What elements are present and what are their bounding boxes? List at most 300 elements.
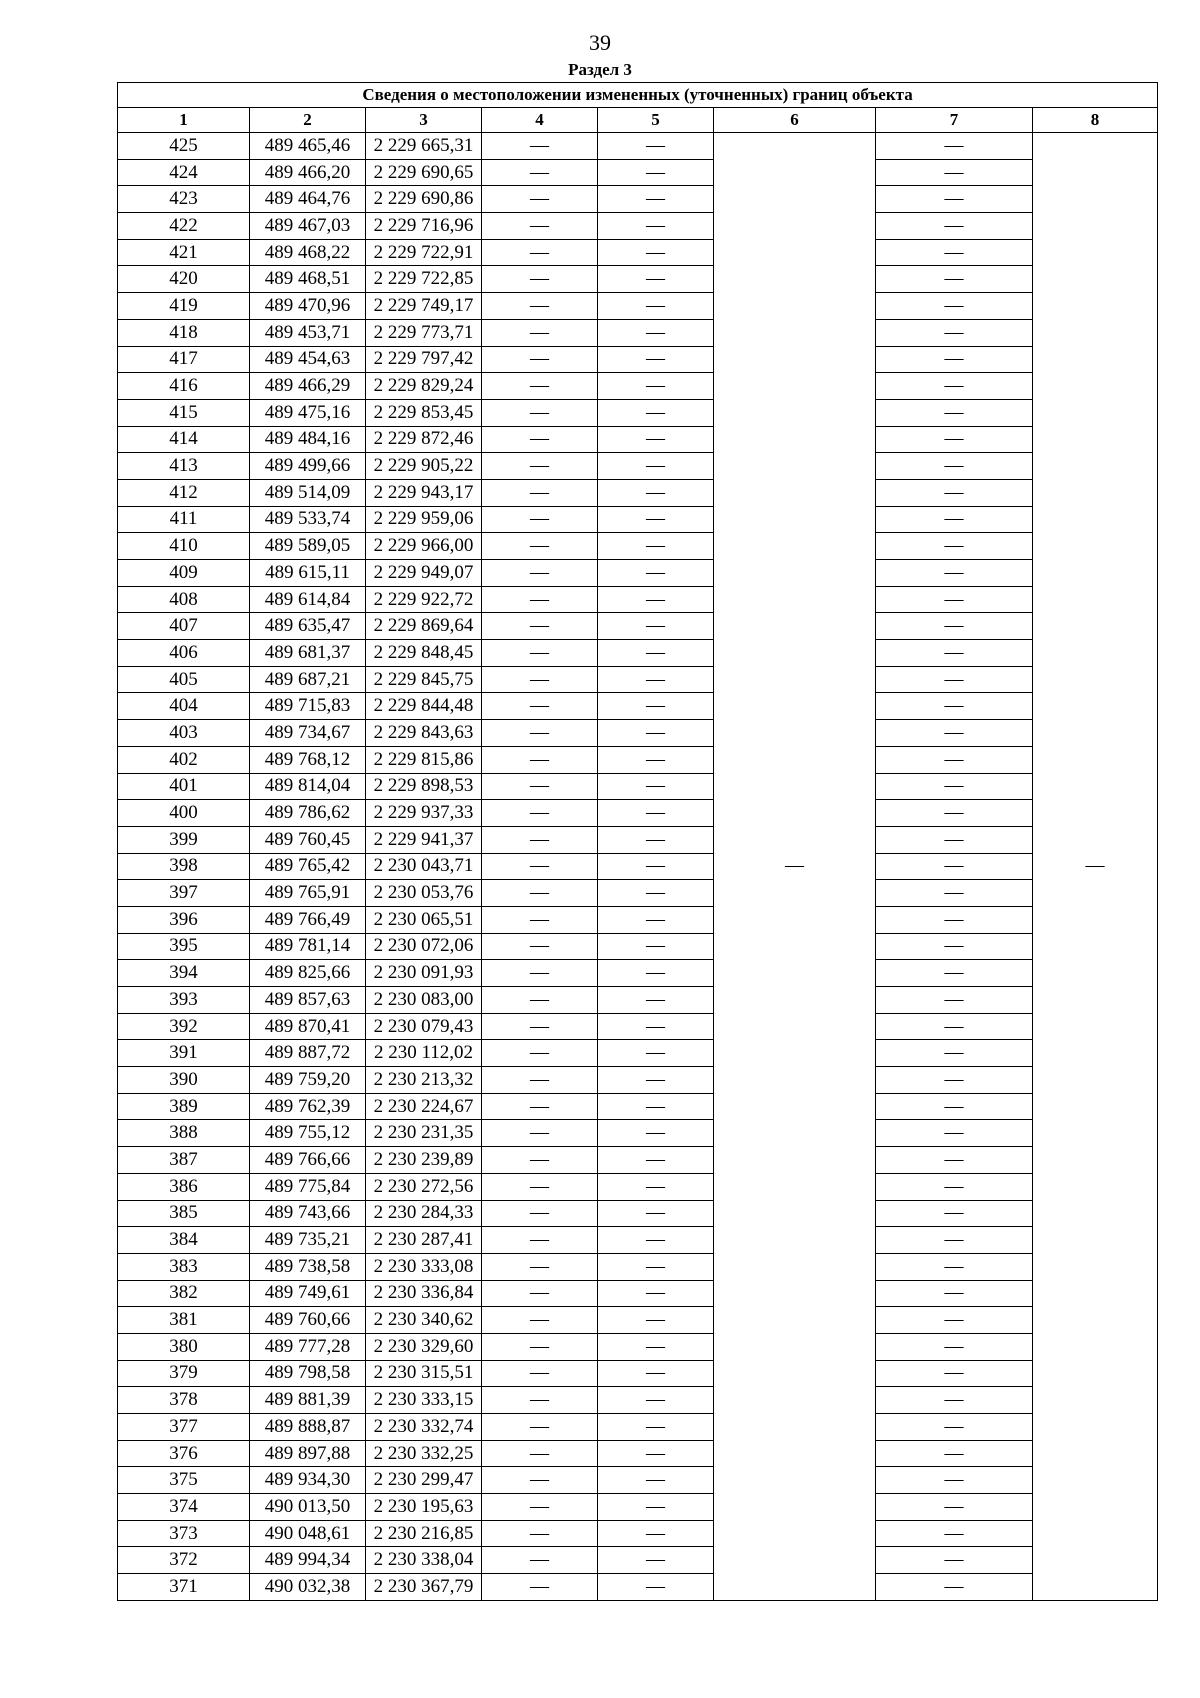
table-row (118, 213, 1158, 240)
column-4-cell: — (482, 826, 598, 853)
column-4-cell: — (482, 399, 598, 426)
table-row (118, 1227, 1158, 1254)
point-number-cell: 425 (118, 133, 250, 160)
point-number-cell: 400 (118, 800, 250, 827)
x-coordinate-cell: 489 825,66 (250, 960, 366, 987)
table-row (118, 186, 1158, 213)
column-5-cell: — (598, 213, 714, 240)
table-row (118, 373, 1158, 400)
point-number-cell: 382 (118, 1280, 250, 1307)
x-coordinate-cell: 490 013,50 (250, 1494, 366, 1521)
x-coordinate-cell: 489 635,47 (250, 613, 366, 640)
column-4-cell: — (482, 1520, 598, 1547)
column-7-cell: — (876, 533, 1033, 560)
column-7-cell: — (876, 613, 1033, 640)
x-coordinate-cell: 489 798,58 (250, 1360, 366, 1387)
table-row (118, 826, 1158, 853)
column-4-cell: — (482, 933, 598, 960)
table-row (118, 773, 1158, 800)
y-coordinate-cell: 2 230 079,43 (366, 1013, 482, 1040)
x-coordinate-cell: 489 765,91 (250, 880, 366, 907)
column-7-cell: — (876, 720, 1033, 747)
y-coordinate-cell: 2 229 773,71 (366, 319, 482, 346)
y-coordinate-cell: 2 229 690,65 (366, 159, 482, 186)
x-coordinate-cell: 489 881,39 (250, 1387, 366, 1414)
column-4-cell: — (482, 346, 598, 373)
x-coordinate-cell: 489 738,58 (250, 1253, 366, 1280)
table-row (118, 1040, 1158, 1067)
table-row (118, 1494, 1158, 1521)
column-4-cell: — (482, 453, 598, 480)
column-5-cell: — (598, 1200, 714, 1227)
column-4-cell: — (482, 853, 598, 880)
column-7-cell: — (876, 1280, 1033, 1307)
column-5-cell: — (598, 506, 714, 533)
column-7-cell: — (876, 1093, 1033, 1120)
y-coordinate-cell: 2 229 937,33 (366, 800, 482, 827)
column-5-cell: — (598, 853, 714, 880)
column-7-cell: — (876, 319, 1033, 346)
column-5-cell: — (598, 1440, 714, 1467)
column-5-cell: — (598, 133, 714, 160)
column-4-cell: — (482, 1280, 598, 1307)
point-number-cell: 419 (118, 293, 250, 320)
y-coordinate-cell: 2 229 959,06 (366, 506, 482, 533)
column-7-cell: — (876, 266, 1033, 293)
column-7-cell: — (876, 293, 1033, 320)
column-4-cell: — (482, 479, 598, 506)
column-5-cell: — (598, 1120, 714, 1147)
point-number-cell: 391 (118, 1040, 250, 1067)
table-row (118, 1467, 1158, 1494)
y-coordinate-cell: 2 230 043,71 (366, 853, 482, 880)
column-7-cell: — (876, 746, 1033, 773)
column-5-cell: — (598, 319, 714, 346)
y-coordinate-cell: 2 230 287,41 (366, 1227, 482, 1254)
column-4-cell: — (482, 773, 598, 800)
table-row (118, 533, 1158, 560)
column-4-cell: — (482, 1360, 598, 1387)
column-7-cell: — (876, 1494, 1033, 1521)
column-5-cell: — (598, 426, 714, 453)
point-number-cell: 377 (118, 1414, 250, 1441)
column-7-cell: — (876, 1013, 1033, 1040)
column-7-cell: — (876, 933, 1033, 960)
x-coordinate-cell: 489 760,45 (250, 826, 366, 853)
table-row (118, 1440, 1158, 1467)
point-number-cell: 418 (118, 319, 250, 346)
x-coordinate-cell: 489 499,66 (250, 453, 366, 480)
x-coordinate-cell: 489 994,34 (250, 1547, 366, 1574)
column-number-row (118, 108, 1158, 133)
table-row (118, 319, 1158, 346)
column-4-cell: — (482, 666, 598, 693)
x-coordinate-cell: 489 777,28 (250, 1333, 366, 1360)
table-row (118, 1173, 1158, 1200)
y-coordinate-cell: 2 230 091,93 (366, 960, 482, 987)
column-7-cell: — (876, 666, 1033, 693)
column-5-cell: — (598, 720, 714, 747)
column-7-cell: — (876, 1147, 1033, 1174)
point-number-cell: 405 (118, 666, 250, 693)
column-5-cell: — (598, 746, 714, 773)
table-row (118, 239, 1158, 266)
column-5-cell: — (598, 960, 714, 987)
column-4-cell: — (482, 1547, 598, 1574)
column-7-cell: — (876, 906, 1033, 933)
table-row (118, 346, 1158, 373)
point-number-cell: 413 (118, 453, 250, 480)
point-number-cell: 383 (118, 1253, 250, 1280)
x-coordinate-cell: 489 759,20 (250, 1067, 366, 1094)
y-coordinate-cell: 2 229 815,86 (366, 746, 482, 773)
y-coordinate-cell: 2 229 966,00 (366, 533, 482, 560)
column-7-cell: — (876, 1120, 1033, 1147)
column-5-cell: — (598, 1387, 714, 1414)
y-coordinate-cell: 2 229 829,24 (366, 373, 482, 400)
table-row (118, 506, 1158, 533)
column-4-cell: — (482, 960, 598, 987)
column-7-cell: — (876, 960, 1033, 987)
column-6-merged-cell: — (714, 133, 876, 1601)
y-coordinate-cell: 2 229 843,63 (366, 720, 482, 747)
column-4-cell: — (482, 426, 598, 453)
column-number: 2 (250, 108, 366, 133)
x-coordinate-cell: 489 857,63 (250, 987, 366, 1014)
column-number: 6 (714, 108, 876, 133)
point-number-cell: 409 (118, 560, 250, 587)
y-coordinate-cell: 2 229 943,17 (366, 479, 482, 506)
column-7-cell: — (876, 1520, 1033, 1547)
table-row (118, 560, 1158, 587)
column-5-cell: — (598, 533, 714, 560)
column-4-cell: — (482, 1440, 598, 1467)
x-coordinate-cell: 489 514,09 (250, 479, 366, 506)
column-5-cell: — (598, 773, 714, 800)
y-coordinate-cell: 2 230 213,32 (366, 1067, 482, 1094)
column-7-cell: — (876, 133, 1033, 160)
y-coordinate-cell: 2 229 905,22 (366, 453, 482, 480)
column-7-cell: — (876, 239, 1033, 266)
x-coordinate-cell: 489 775,84 (250, 1173, 366, 1200)
x-coordinate-cell: 489 749,61 (250, 1280, 366, 1307)
table-row (118, 613, 1158, 640)
column-7-cell: — (876, 186, 1033, 213)
column-5-cell: — (598, 1093, 714, 1120)
column-number: 8 (1033, 108, 1158, 133)
y-coordinate-cell: 2 230 072,06 (366, 933, 482, 960)
column-4-cell: — (482, 133, 598, 160)
column-5-cell: — (598, 1520, 714, 1547)
column-4-cell: — (482, 1120, 598, 1147)
y-coordinate-cell: 2 229 898,53 (366, 773, 482, 800)
column-7-cell: — (876, 1227, 1033, 1254)
point-number-cell: 404 (118, 693, 250, 720)
point-number-cell: 407 (118, 613, 250, 640)
point-number-cell: 398 (118, 853, 250, 880)
point-number-cell: 410 (118, 533, 250, 560)
column-7-cell: — (876, 426, 1033, 453)
column-4-cell: — (482, 746, 598, 773)
column-4-cell: — (482, 239, 598, 266)
table-row (118, 479, 1158, 506)
y-coordinate-cell: 2 229 845,75 (366, 666, 482, 693)
column-4-cell: — (482, 1093, 598, 1120)
column-4-cell: — (482, 906, 598, 933)
point-number-cell: 399 (118, 826, 250, 853)
column-8-merged-cell: — (1033, 133, 1158, 1601)
y-coordinate-cell: 2 229 722,85 (366, 266, 482, 293)
column-4-cell: — (482, 506, 598, 533)
x-coordinate-cell: 489 870,41 (250, 1013, 366, 1040)
table-row (118, 1280, 1158, 1307)
column-7-cell: — (876, 560, 1033, 587)
y-coordinate-cell: 2 230 332,25 (366, 1440, 482, 1467)
x-coordinate-cell: 489 765,42 (250, 853, 366, 880)
x-coordinate-cell: 489 465,46 (250, 133, 366, 160)
y-coordinate-cell: 2 230 216,85 (366, 1520, 482, 1547)
column-7-cell: — (876, 1414, 1033, 1441)
y-coordinate-cell: 2 230 333,08 (366, 1253, 482, 1280)
x-coordinate-cell: 489 897,88 (250, 1440, 366, 1467)
point-number-cell: 376 (118, 1440, 250, 1467)
x-coordinate-cell: 489 464,76 (250, 186, 366, 213)
column-7-cell: — (876, 1333, 1033, 1360)
column-5-cell: — (598, 693, 714, 720)
column-5-cell: — (598, 613, 714, 640)
x-coordinate-cell: 489 887,72 (250, 1040, 366, 1067)
x-coordinate-cell: 489 786,62 (250, 800, 366, 827)
y-coordinate-cell: 2 229 844,48 (366, 693, 482, 720)
table-row (118, 1013, 1158, 1040)
point-number-cell: 374 (118, 1494, 250, 1521)
column-number: 3 (366, 108, 482, 133)
column-7-cell: — (876, 1440, 1033, 1467)
column-7-cell: — (876, 987, 1033, 1014)
column-4-cell: — (482, 1067, 598, 1094)
table-row (118, 1520, 1158, 1547)
column-7-cell: — (876, 1307, 1033, 1334)
point-number-cell: 406 (118, 640, 250, 667)
x-coordinate-cell: 490 032,38 (250, 1574, 366, 1601)
table-row (118, 266, 1158, 293)
table-row (118, 746, 1158, 773)
point-number-cell: 378 (118, 1387, 250, 1414)
column-5-cell: — (598, 239, 714, 266)
y-coordinate-cell: 2 229 665,31 (366, 133, 482, 160)
table-row (118, 133, 1158, 160)
x-coordinate-cell: 489 687,21 (250, 666, 366, 693)
column-5-cell: — (598, 293, 714, 320)
column-5-cell: — (598, 880, 714, 907)
column-7-cell: — (876, 1547, 1033, 1574)
y-coordinate-cell: 2 230 336,84 (366, 1280, 482, 1307)
x-coordinate-cell: 489 614,84 (250, 586, 366, 613)
table-row (118, 853, 1158, 880)
table-row (118, 293, 1158, 320)
x-coordinate-cell: 489 743,66 (250, 1200, 366, 1227)
column-5-cell: — (598, 906, 714, 933)
point-number-cell: 397 (118, 880, 250, 907)
column-4-cell: — (482, 1414, 598, 1441)
column-4-cell: — (482, 1227, 598, 1254)
x-coordinate-cell: 489 453,71 (250, 319, 366, 346)
column-7-cell: — (876, 1387, 1033, 1414)
table-row (118, 1147, 1158, 1174)
table-row (118, 1200, 1158, 1227)
column-5-cell: — (598, 159, 714, 186)
column-4-cell: — (482, 586, 598, 613)
y-coordinate-cell: 2 230 333,15 (366, 1387, 482, 1414)
column-5-cell: — (598, 586, 714, 613)
y-coordinate-cell: 2 230 367,79 (366, 1574, 482, 1601)
column-7-cell: — (876, 453, 1033, 480)
y-coordinate-cell: 2 229 941,37 (366, 826, 482, 853)
table-row (118, 453, 1158, 480)
table-row (118, 1414, 1158, 1441)
table-row (118, 1067, 1158, 1094)
x-coordinate-cell: 489 768,12 (250, 746, 366, 773)
column-4-cell: — (482, 1013, 598, 1040)
column-7-cell: — (876, 1467, 1033, 1494)
table-row (118, 693, 1158, 720)
column-4-cell: — (482, 1200, 598, 1227)
column-number: 5 (598, 108, 714, 133)
column-4-cell: — (482, 1253, 598, 1280)
column-number: 7 (876, 108, 1033, 133)
x-coordinate-cell: 489 468,51 (250, 266, 366, 293)
table-row (118, 1574, 1158, 1601)
x-coordinate-cell: 490 048,61 (250, 1520, 366, 1547)
column-7-cell: — (876, 693, 1033, 720)
table-row (118, 1333, 1158, 1360)
column-5-cell: — (598, 1414, 714, 1441)
y-coordinate-cell: 2 230 224,67 (366, 1093, 482, 1120)
column-5-cell: — (598, 640, 714, 667)
point-number-cell: 403 (118, 720, 250, 747)
y-coordinate-cell: 2 230 329,60 (366, 1333, 482, 1360)
point-number-cell: 386 (118, 1173, 250, 1200)
point-number-cell: 394 (118, 960, 250, 987)
x-coordinate-cell: 489 715,83 (250, 693, 366, 720)
table-row (118, 640, 1158, 667)
table-row (118, 880, 1158, 907)
column-5-cell: — (598, 1574, 714, 1601)
point-number-cell: 395 (118, 933, 250, 960)
y-coordinate-cell: 2 230 239,89 (366, 1147, 482, 1174)
y-coordinate-cell: 2 230 112,02 (366, 1040, 482, 1067)
column-7-cell: — (876, 479, 1033, 506)
y-coordinate-cell: 2 230 272,56 (366, 1173, 482, 1200)
table-caption: Сведения о местоположении измененных (уточненных) границ объекта (118, 83, 1158, 108)
point-number-cell: 417 (118, 346, 250, 373)
column-7-cell: — (876, 506, 1033, 533)
column-5-cell: — (598, 1547, 714, 1574)
point-number-cell: 380 (118, 1333, 250, 1360)
y-coordinate-cell: 2 229 749,17 (366, 293, 482, 320)
x-coordinate-cell: 489 888,87 (250, 1414, 366, 1441)
y-coordinate-cell: 2 230 299,47 (366, 1467, 482, 1494)
column-4-cell: — (482, 987, 598, 1014)
column-number: 1 (118, 108, 250, 133)
point-number-cell: 424 (118, 159, 250, 186)
table-row (118, 586, 1158, 613)
table-row (118, 1360, 1158, 1387)
column-5-cell: — (598, 560, 714, 587)
column-5-cell: — (598, 987, 714, 1014)
table-row (118, 933, 1158, 960)
column-5-cell: — (598, 1147, 714, 1174)
table-row (118, 1120, 1158, 1147)
column-7-cell: — (876, 1253, 1033, 1280)
column-number: 4 (482, 108, 598, 133)
column-5-cell: — (598, 1494, 714, 1521)
point-number-cell: 389 (118, 1093, 250, 1120)
column-7-cell: — (876, 346, 1033, 373)
column-7-cell: — (876, 159, 1033, 186)
column-5-cell: — (598, 266, 714, 293)
y-coordinate-cell: 2 229 853,45 (366, 399, 482, 426)
x-coordinate-cell: 489 814,04 (250, 773, 366, 800)
y-coordinate-cell: 2 229 949,07 (366, 560, 482, 587)
column-4-cell: — (482, 293, 598, 320)
table-row (118, 906, 1158, 933)
table-row (118, 426, 1158, 453)
column-5-cell: — (598, 1253, 714, 1280)
table-row (118, 1307, 1158, 1334)
x-coordinate-cell: 489 466,29 (250, 373, 366, 400)
x-coordinate-cell: 489 467,03 (250, 213, 366, 240)
column-7-cell: — (876, 1574, 1033, 1601)
y-coordinate-cell: 2 229 848,45 (366, 640, 482, 667)
column-5-cell: — (598, 1067, 714, 1094)
point-number-cell: 408 (118, 586, 250, 613)
y-coordinate-cell: 2 230 340,62 (366, 1307, 482, 1334)
y-coordinate-cell: 2 229 690,86 (366, 186, 482, 213)
point-number-cell: 416 (118, 373, 250, 400)
column-4-cell: — (482, 213, 598, 240)
column-4-cell: — (482, 720, 598, 747)
column-7-cell: — (876, 773, 1033, 800)
point-number-cell: 420 (118, 266, 250, 293)
x-coordinate-cell: 489 470,96 (250, 293, 366, 320)
table-row (118, 1093, 1158, 1120)
point-number-cell: 396 (118, 906, 250, 933)
column-4-cell: — (482, 186, 598, 213)
column-7-cell: — (876, 853, 1033, 880)
column-5-cell: — (598, 453, 714, 480)
x-coordinate-cell: 489 766,66 (250, 1147, 366, 1174)
column-5-cell: — (598, 479, 714, 506)
column-5-cell: — (598, 1280, 714, 1307)
y-coordinate-cell: 2 230 332,74 (366, 1414, 482, 1441)
page-number: 39 (589, 30, 611, 55)
y-coordinate-cell: 2 230 231,35 (366, 1120, 482, 1147)
table-row (118, 987, 1158, 1014)
table-row (118, 1253, 1158, 1280)
column-7-cell: — (876, 586, 1033, 613)
point-number-cell: 371 (118, 1574, 250, 1601)
point-number-cell: 392 (118, 1013, 250, 1040)
column-5-cell: — (598, 800, 714, 827)
column-5-cell: — (598, 399, 714, 426)
column-5-cell: — (598, 1467, 714, 1494)
y-coordinate-cell: 2 229 922,72 (366, 586, 482, 613)
table-row (118, 666, 1158, 693)
point-number-cell: 415 (118, 399, 250, 426)
x-coordinate-cell: 489 934,30 (250, 1467, 366, 1494)
column-4-cell: — (482, 1333, 598, 1360)
